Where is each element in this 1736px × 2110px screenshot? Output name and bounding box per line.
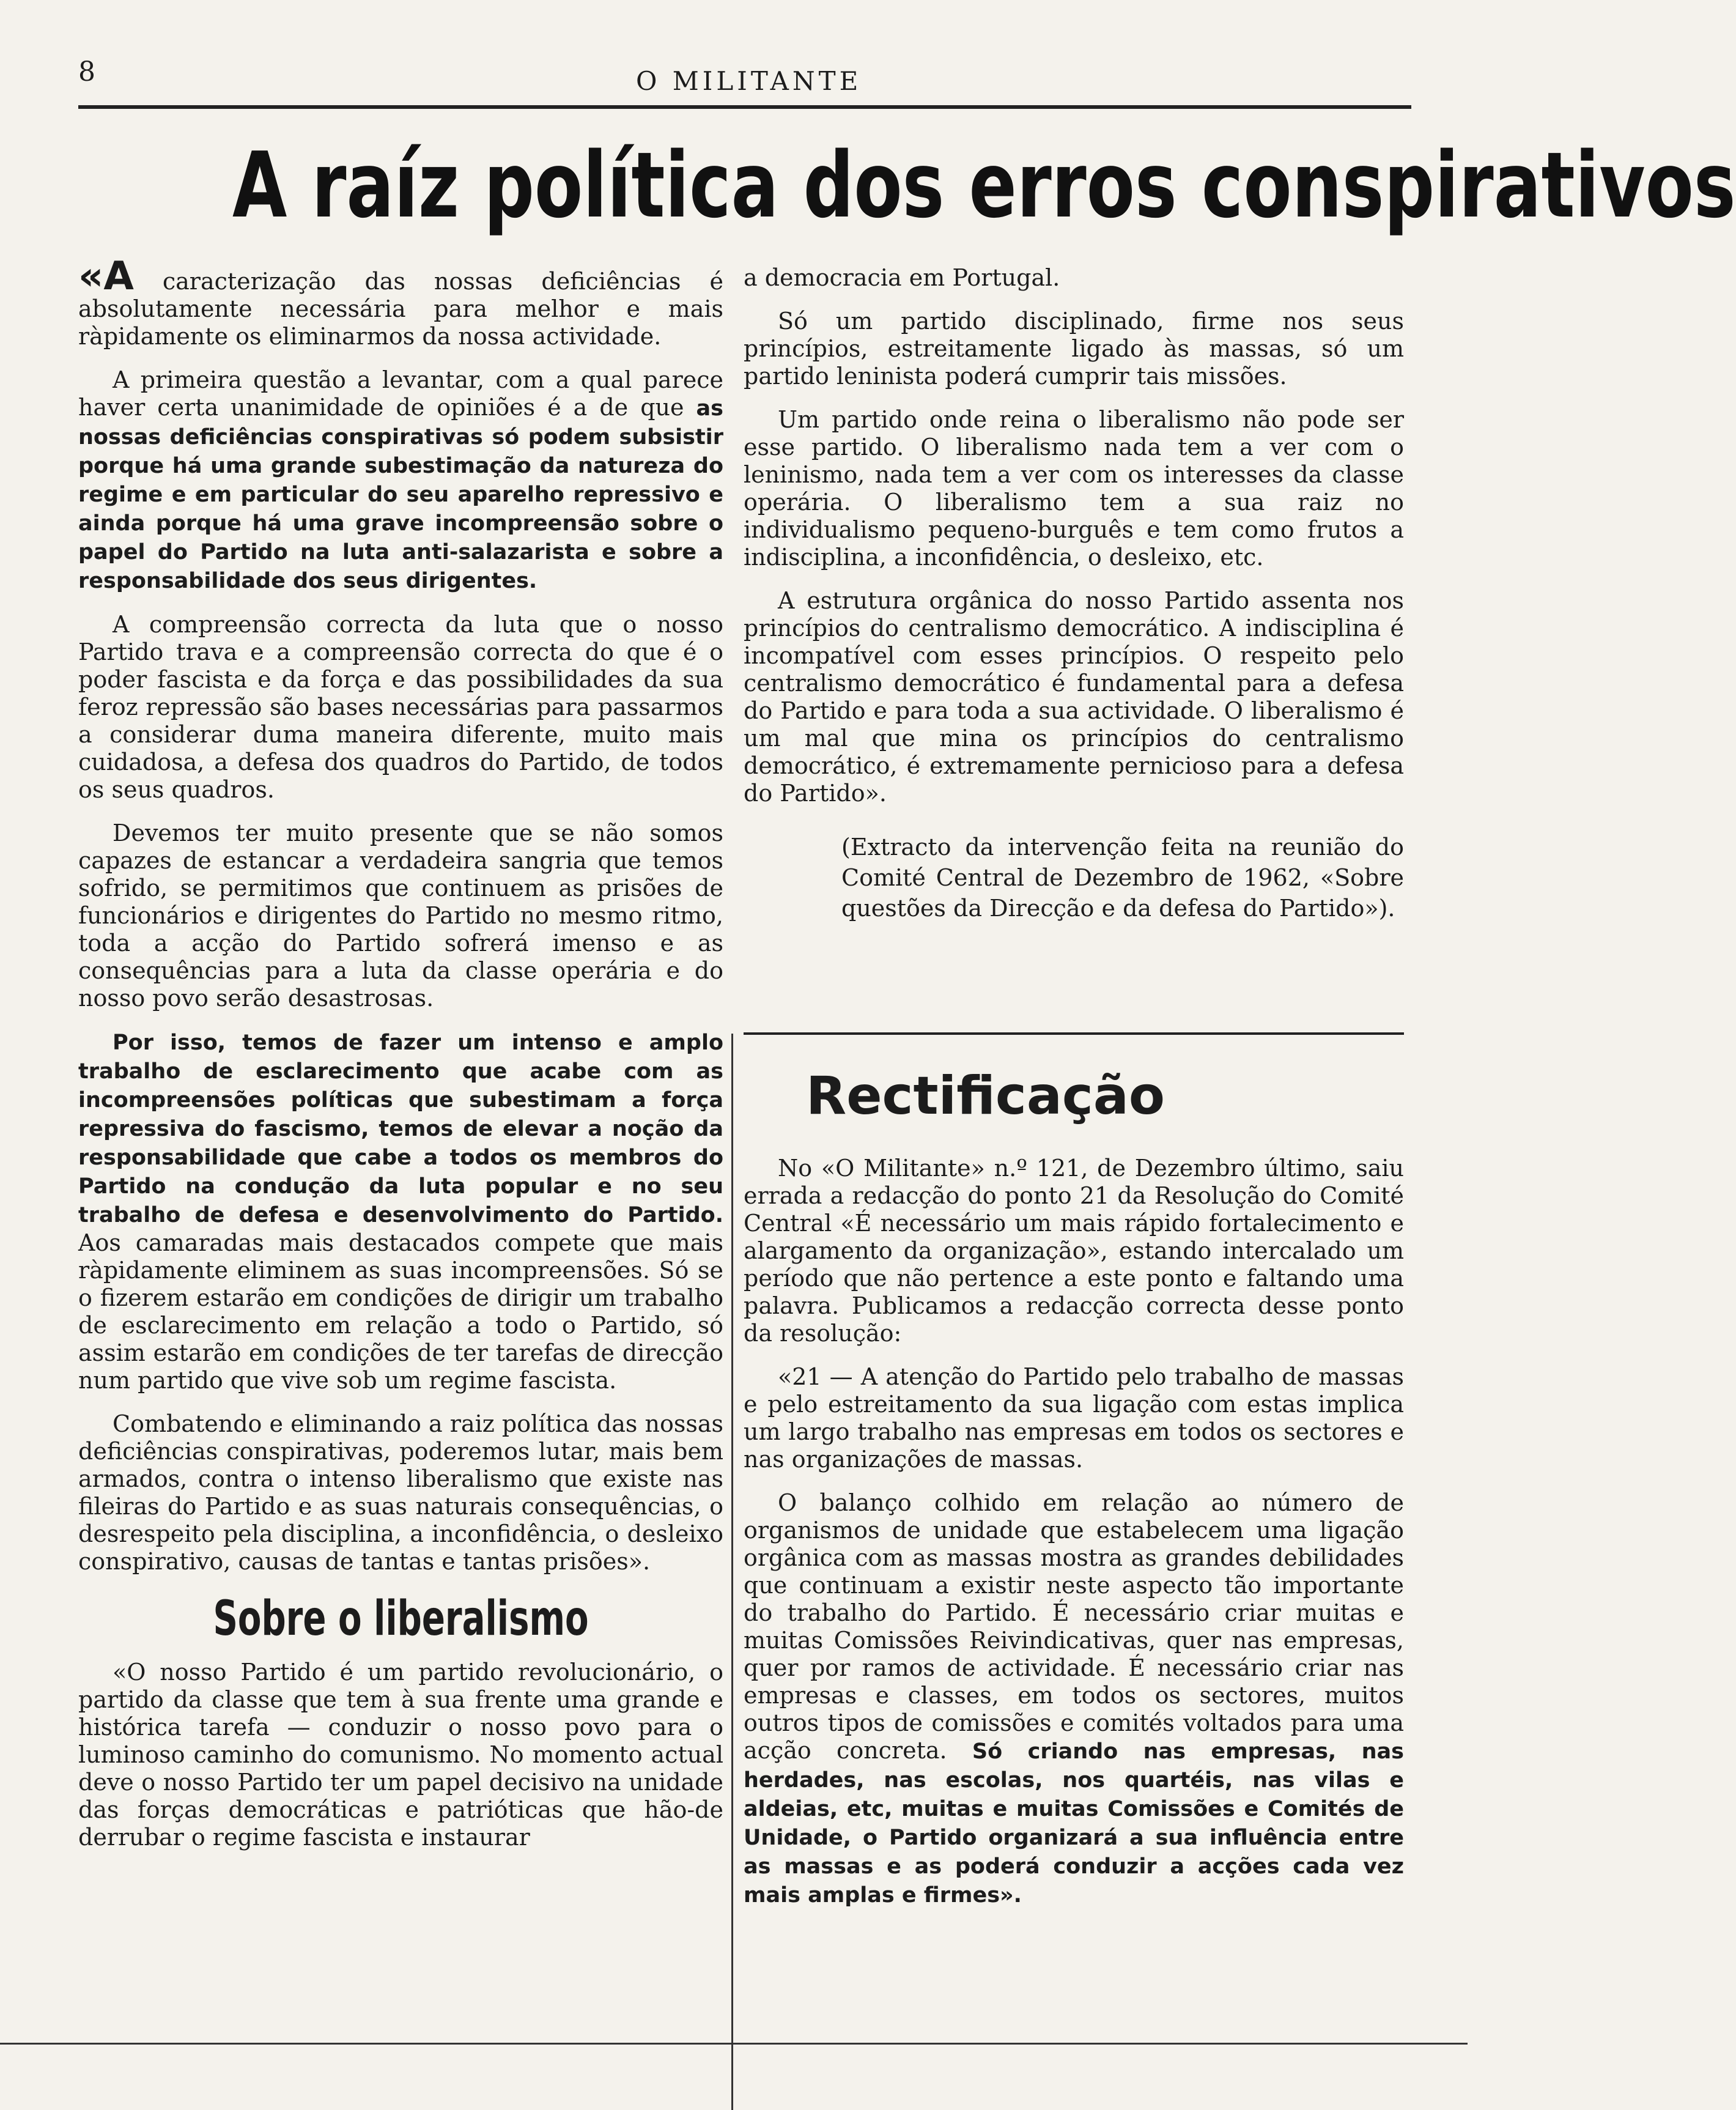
main-headline: A raíz política dos erros conspirativos	[232, 133, 1736, 238]
publication-title: O MILITANTE	[636, 66, 862, 96]
section-rule	[744, 1032, 1404, 1035]
rectificacao-column	[744, 1155, 1404, 1925]
header-rule	[78, 105, 1411, 109]
paragraph-bold-text: as nossas deficiências conspirativas só podem subsistir porque há uma grande subestimação da natureza do regime e em particular do seu aparelho repressivo e ainda porque há uma grave incompreensão sobre o papel do Partido na luta anti-salazarista e sobre a responsabilidade dos seus dirigentes.	[78, 396, 723, 593]
right-column-top	[744, 264, 1404, 924]
paragraph-bold-text: Por isso, temos de fazer um intenso e amplo trabalho de esclarecimento que acabe com as incompreensões políticas que subestimam a força repressiva do fascismo, temos de elevar a noção da responsabilidade que cabe a todos os membros do Partido na condução da luta popular e no seu trabalho de defesa e desenvolvimento do Partido.	[78, 1031, 723, 1227]
page-number: 8	[78, 56, 95, 87]
paragraph-text: Aos camaradas mais destacados compete que mais ràpidamente eliminem as suas incompreensões. Só se o fizerem estarão em condições de dirigir um trabalho de esclarecimento em relação a todo o Partido, só assim estarão em condições de ter tarefas de direcção num partido que vive sob um regime fascista.	[78, 1229, 723, 1394]
column-divider	[731, 1034, 733, 2110]
article-paragraph	[78, 1028, 723, 1394]
left-column	[78, 254, 723, 1867]
paragraph-text: A primeira questão a levantar, com a qual parece haver certa unanimidade de opiniões é a de que	[78, 366, 723, 421]
article-paragraph: Só um partido disciplinado, firme nos seus princípios, estreitamente ligado às massas, só um partido leninista poderá cumprir tais missões.	[744, 308, 1404, 390]
article-paragraph: a democracia em Portugal.	[744, 264, 1060, 291]
drop-cap: «A	[78, 254, 134, 299]
article-paragraph	[744, 1489, 1404, 1909]
section-heading: Sobre o liberalismo	[213, 1591, 589, 1646]
paragraph-bold-text: Só criando nas empresas, nas herdades, nas escolas, nos quartéis, nas vilas e aldeias, etc, muitas e muitas Comissões e Comités de Unidade, o Partido organizará a sua influência entre as massas e as poderá conduzir a acções cada vez mais amplas e firmes».	[744, 1739, 1404, 1908]
article-paragraph: «21 — A atenção do Partido pelo trabalho de massas e pelo estreitamento da sua ligação com estas implica um largo trabalho nas empresas em todos os sectores e nas organizações de massas.	[744, 1363, 1404, 1473]
article-paragraph: A estrutura orgânica do nosso Partido assenta nos princípios do centralismo democrático. A indisciplina é incompatível com esses princípios. O respeito pelo centralismo democrático é fundamental para a defesa do Partido e para toda a sua actividade. O liberalismo é um mal que mina os princípios do centralismo democrático, é extremamente pernicioso para a defesa do Partido».	[744, 587, 1404, 807]
article-paragraph: Um partido onde reina o liberalismo não pode ser esse partido. O liberalismo nada tem a ver com o leninismo, nada tem a ver com os interesses da classe operária. O liberalismo tem a sua raiz no individualismo pequeno-burguês e tem como frutos a indisciplina, a inconfidência, o desleixo, etc.	[744, 406, 1404, 571]
extract-note: (Extracto da intervenção feita na reunião do Comité Central de Dezembro de 1962, «Sobre questões da Direcção e da defesa do Partido»).	[841, 834, 1404, 922]
paragraph-text: O balanço colhido em relação ao número de organismos de unidade que estabelecem uma ligação orgânica com as massas mostra as grandes debilidades que continuam a existir neste aspecto tão importante do trabalho do Partido. É necessário criar muitas e muitas Comissões Reivindicativas, quer nas empresas, quer por ramos de actividade. É necessário criar nas empresas e classes, em todos os sectores, muitos outros tipos de comissões e comités voltados para uma acção concreta.	[744, 1489, 1404, 1764]
article-paragraph: No «O Militante» n.º 121, de Dezembro último, saiu errada a redacção do ponto 21 da Resolução do Comité Central «É necessário um mais rápido fortalecimento e alargamento da organização», estando intercalado um período que não pertence a este ponto e faltando uma palavra. Publicamos a redacção correcta desse ponto da resolução:	[744, 1155, 1404, 1347]
paragraph-text: caracterização das nossas deficiências é absolutamente necessária para melhor e mais ràpidamente os eliminarmos da nossa actividade.	[78, 268, 723, 350]
article-paragraph: «O nosso Partido é um partido revolucionário, o partido da classe que tem à sua frente uma grande e histórica tarefa — conduzir o nosso povo para o luminoso caminho do comunismo. No momento actual deve o nosso Partido ter um papel decisivo na unidade das forças democráticas e patrióticas que hão-de derrubar o regime fascista e instaurar	[78, 1659, 723, 1851]
article-paragraph: A compreensão correcta da luta que o nosso Partido trava e a compreensão correcta do que é o poder fascista e da força e das possibilidades da sua feroz repressão são bases necessárias para passarmos a considerar duma maneira diferente, muito mais cuidadosa, a defesa dos quadros do Partido, de todos os seus quadros.	[78, 611, 723, 803]
article-paragraph	[78, 254, 723, 350]
article-paragraph: Combatendo e eliminando a raiz política das nossas deficiências conspirativas, poderemos lutar, mais bem armados, contra o intenso liberalismo que existe nas fileiras do Partido e as suas naturais consequências, o desrespeito pela disciplina, a inconfidência, o desleixo conspirativo, causas de tantas e tantas prisões».	[78, 1410, 723, 1575]
article-paragraph: Devemos ter muito presente que se não somos capazes de estancar a verdadeira sangria que temos sofrido, se permitimos que continuem as prisões de funcionários e dirigentes do Partido no mesmo ritmo, toda a acção do Partido sofrerá imenso e as consequências para a luta da classe operária e do nosso povo serão desastrosas.	[78, 820, 723, 1012]
bottom-rule	[0, 2043, 1468, 2045]
article-paragraph	[78, 366, 723, 595]
rectificacao-heading: Rectificação	[806, 1065, 1165, 1127]
